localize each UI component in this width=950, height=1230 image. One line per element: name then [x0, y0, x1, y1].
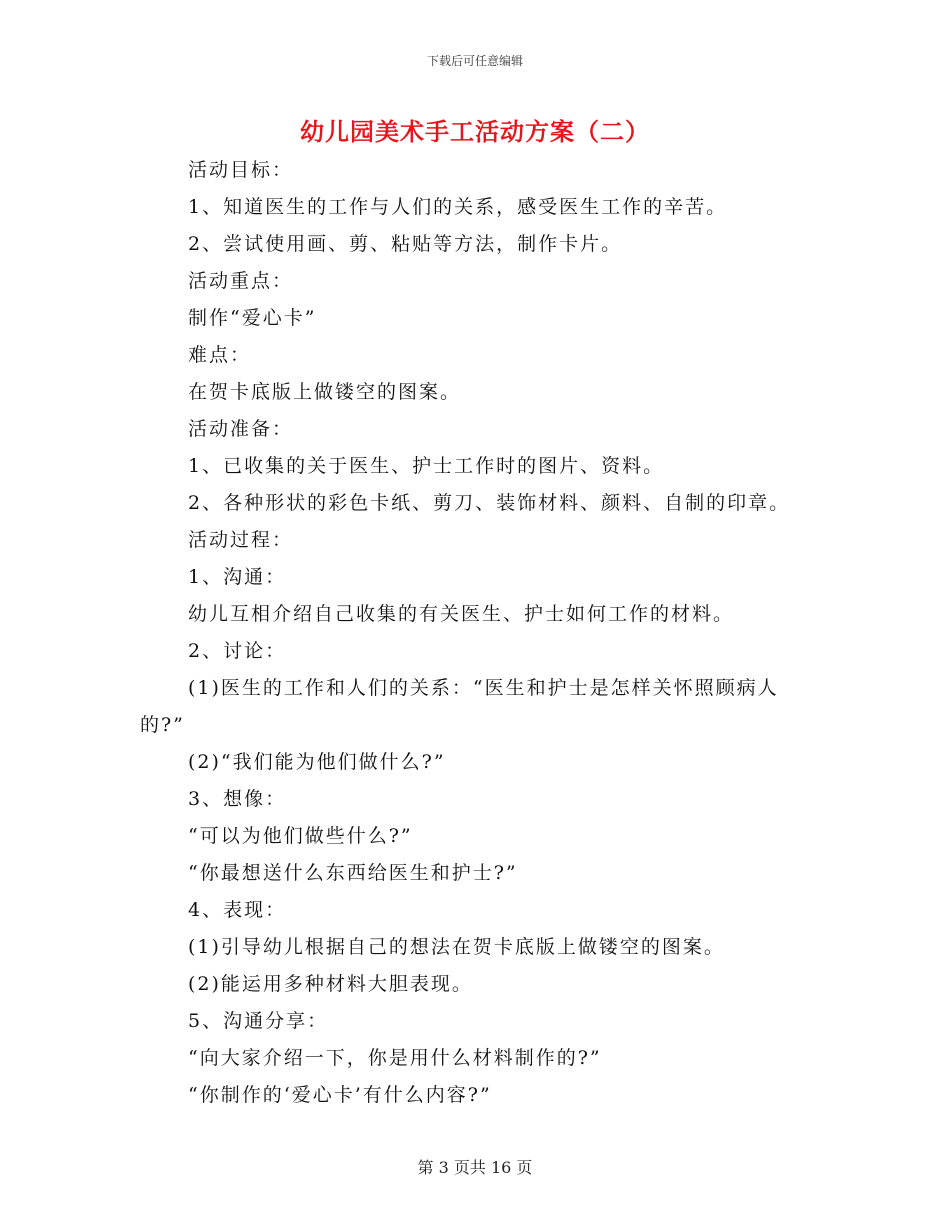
section-heading-process: 活动过程： [188, 529, 294, 551]
paragraph: (1)医生的工作和人们的关系：“医生和护士是怎样关怀照顾病人 [188, 677, 779, 699]
paragraph: 幼儿互相介绍自己收集的有关医生、护士如何工作的材料。 [188, 603, 735, 625]
paragraph: 1、沟通： [188, 566, 287, 588]
document-body [140, 152, 820, 1114]
paragraph: 制作“爱心卡” [188, 307, 317, 329]
paragraph: 在贺卡底版上做镂空的图案。 [188, 381, 462, 403]
paragraph: 5、沟通分享： [188, 1010, 329, 1032]
paragraph: (1)引导幼儿根据自己的想法在贺卡底版上做镂空的图案。 [188, 936, 725, 958]
paragraph: 2、各种形状的彩色卡纸、剪刀、装饰材料、颜料、自制的印章。 [188, 492, 791, 514]
paragraph: 4、表现： [188, 899, 287, 921]
paragraph: 1、知道医生的工作与人们的关系，感受医生工作的辛苦。 [188, 196, 728, 218]
page-footer: 第 3 页共 16 页 [417, 1158, 533, 1177]
paragraph: “向大家介绍一下，你是用什么材料制作的?” [188, 1047, 602, 1069]
section-heading-preparation: 活动准备： [188, 418, 294, 440]
header-note: 下载后可任意编辑 [426, 54, 523, 68]
paragraph-continuation: 的?” [140, 714, 185, 736]
paragraph: (2)能运用多种材料大胆表现。 [188, 973, 473, 995]
paragraph: 3、想像： [188, 788, 287, 810]
document-title: 幼儿园美术手工活动方案（二） [300, 117, 650, 146]
paragraph: 2、讨论： [188, 640, 287, 662]
section-heading-difficulty: 难点： [188, 344, 252, 366]
paragraph: “可以为他们做些什么?” [188, 825, 413, 847]
paragraph: “你制作的‘爱心卡’有什么内容?” [188, 1084, 492, 1106]
paragraph: 2、尝试使用画、剪、粘贴等方法，制作卡片。 [188, 233, 623, 255]
paragraph: (2)“我们能为他们做什么?” [188, 751, 446, 773]
section-heading-goals: 活动目标： [188, 159, 294, 181]
paragraph: “你最想送什么东西给医生和护士?” [188, 862, 518, 884]
section-heading-focus: 活动重点： [188, 270, 294, 292]
paragraph: 1、已收集的关于医生、护士工作时的图片、资料。 [188, 455, 665, 477]
